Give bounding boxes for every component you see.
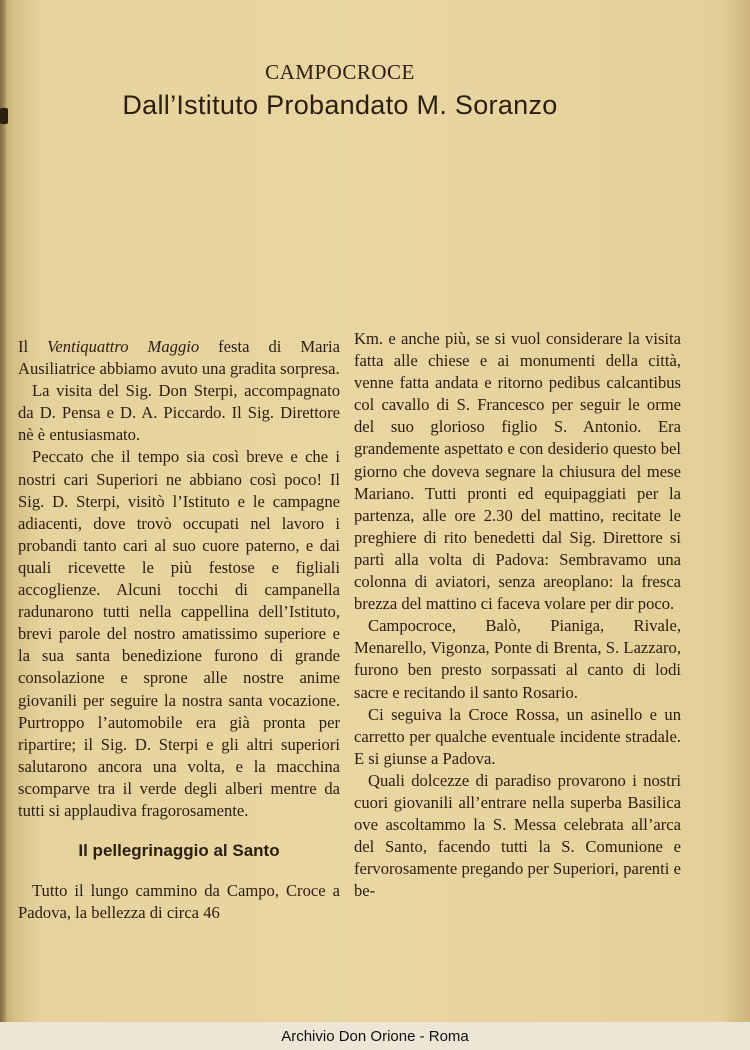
right-paragraph-1: Km. e anche più, se si vuol considerare la visita fatta alle chiese e ai monumenti della città, venne fatta andata e ritorno pedibus calcantibus col cavallo di S. Francesco per seguir le orme del suo glorioso figlio S. Antonio. Era grandemente aspettato e con desiderio questo bel giorno che doveva segnare la chiusura del mese Mariano. Tutti pronti ed equipaggiati per la partenza, alle ore 2.30 del mattino, recitate le preghiere di rito benedetti dal Sig. Direttore si partì alla volta di Padova: Sembravamo una colonna di aviatori, senza areoplano: la fresca brezza del mattino ci faceva volare per dir poco. xyxy=(354,329,681,614)
archive-footer: Archivio Don Orione - Roma xyxy=(281,1028,469,1045)
right-column xyxy=(354,328,681,902)
left-paragraph-3: Peccato che il tempo sia così breve e che i nostri cari Superiori ne abbiano così poco! Il Sig. D. Sterpi, visitò l’Istituto e le campagne adiacenti, dove trovò occupati nel lavoro i probandi tanto cari al suo cuore paterno, e dai quali ricevette le più festose e figliali accoglienze. Alcuni tocchi di campanella radunarono tutti nella cappellina dell’Istituto, brevi parole del nostro amatissimo superiore e la sua santa benedizione furono di grande consolazione e sprone alle nostre anime giovanili per seguire la nostra santa vocazione. Purtroppo l’automobile era già pronta per ripartire; il Sig. D. Sterpi e gli altri superiori salutarono ancora una volta, e la macchina scomparve tra il verde degli alberi mentre da tutti si applaudiva fragorosamente. xyxy=(18,447,340,820)
right-paragraph-2: Campocroce, Balò, Pianiga, Rivale, Menarello, Vigonza, Ponte di Brenta, S. Lazzaro, furono ben presto sorpassati al canto di lodi sacre e recitando il santo Rosario. xyxy=(354,616,681,702)
right-paragraph-3: Ci seguiva la Croce Rossa, un asinello e un carretto per qualche eventuale incidente stradale. E si giunse a Padova. xyxy=(354,704,681,768)
article-title: Dall’Istituto Probandato M. Soranzo xyxy=(122,90,558,120)
section-heading: Il pellegrinaggio al Santo xyxy=(78,841,280,861)
para1-intro: Il xyxy=(18,337,48,356)
para1-emphasis: Ventiquattro Maggio xyxy=(47,337,200,356)
left-paragraph-2: La visita del Sig. Don Sterpi, accompagnato da D. Pensa e D. A. Piccardo. Il Sig. Direttore nè è entusiasmato. xyxy=(18,381,340,445)
right-paragraph-4: Quali dolcezze di paradiso provarono i nostri cuori giovanili all’entrare nella superba Basilica ove ascoltammo la S. Messa celebrata all’arca del Santo, facendo tutti la S. Comunione e fervorosamente pregando per Superiori, parenti e be- xyxy=(354,770,681,901)
place-heading: CAMPOCROCE xyxy=(265,60,415,84)
page-binding-edge xyxy=(0,0,6,1022)
left-paragraph-4: Tutto il lungo cammino da Campo, Croce a Padova, la bellezza di circa 46 xyxy=(18,881,340,923)
para1-rest: festa di Maria Ausiliatrice abbiamo avuto una gradita sorpresa. xyxy=(18,337,340,379)
left-paragraph-1 xyxy=(18,336,340,380)
left-column xyxy=(18,336,340,924)
